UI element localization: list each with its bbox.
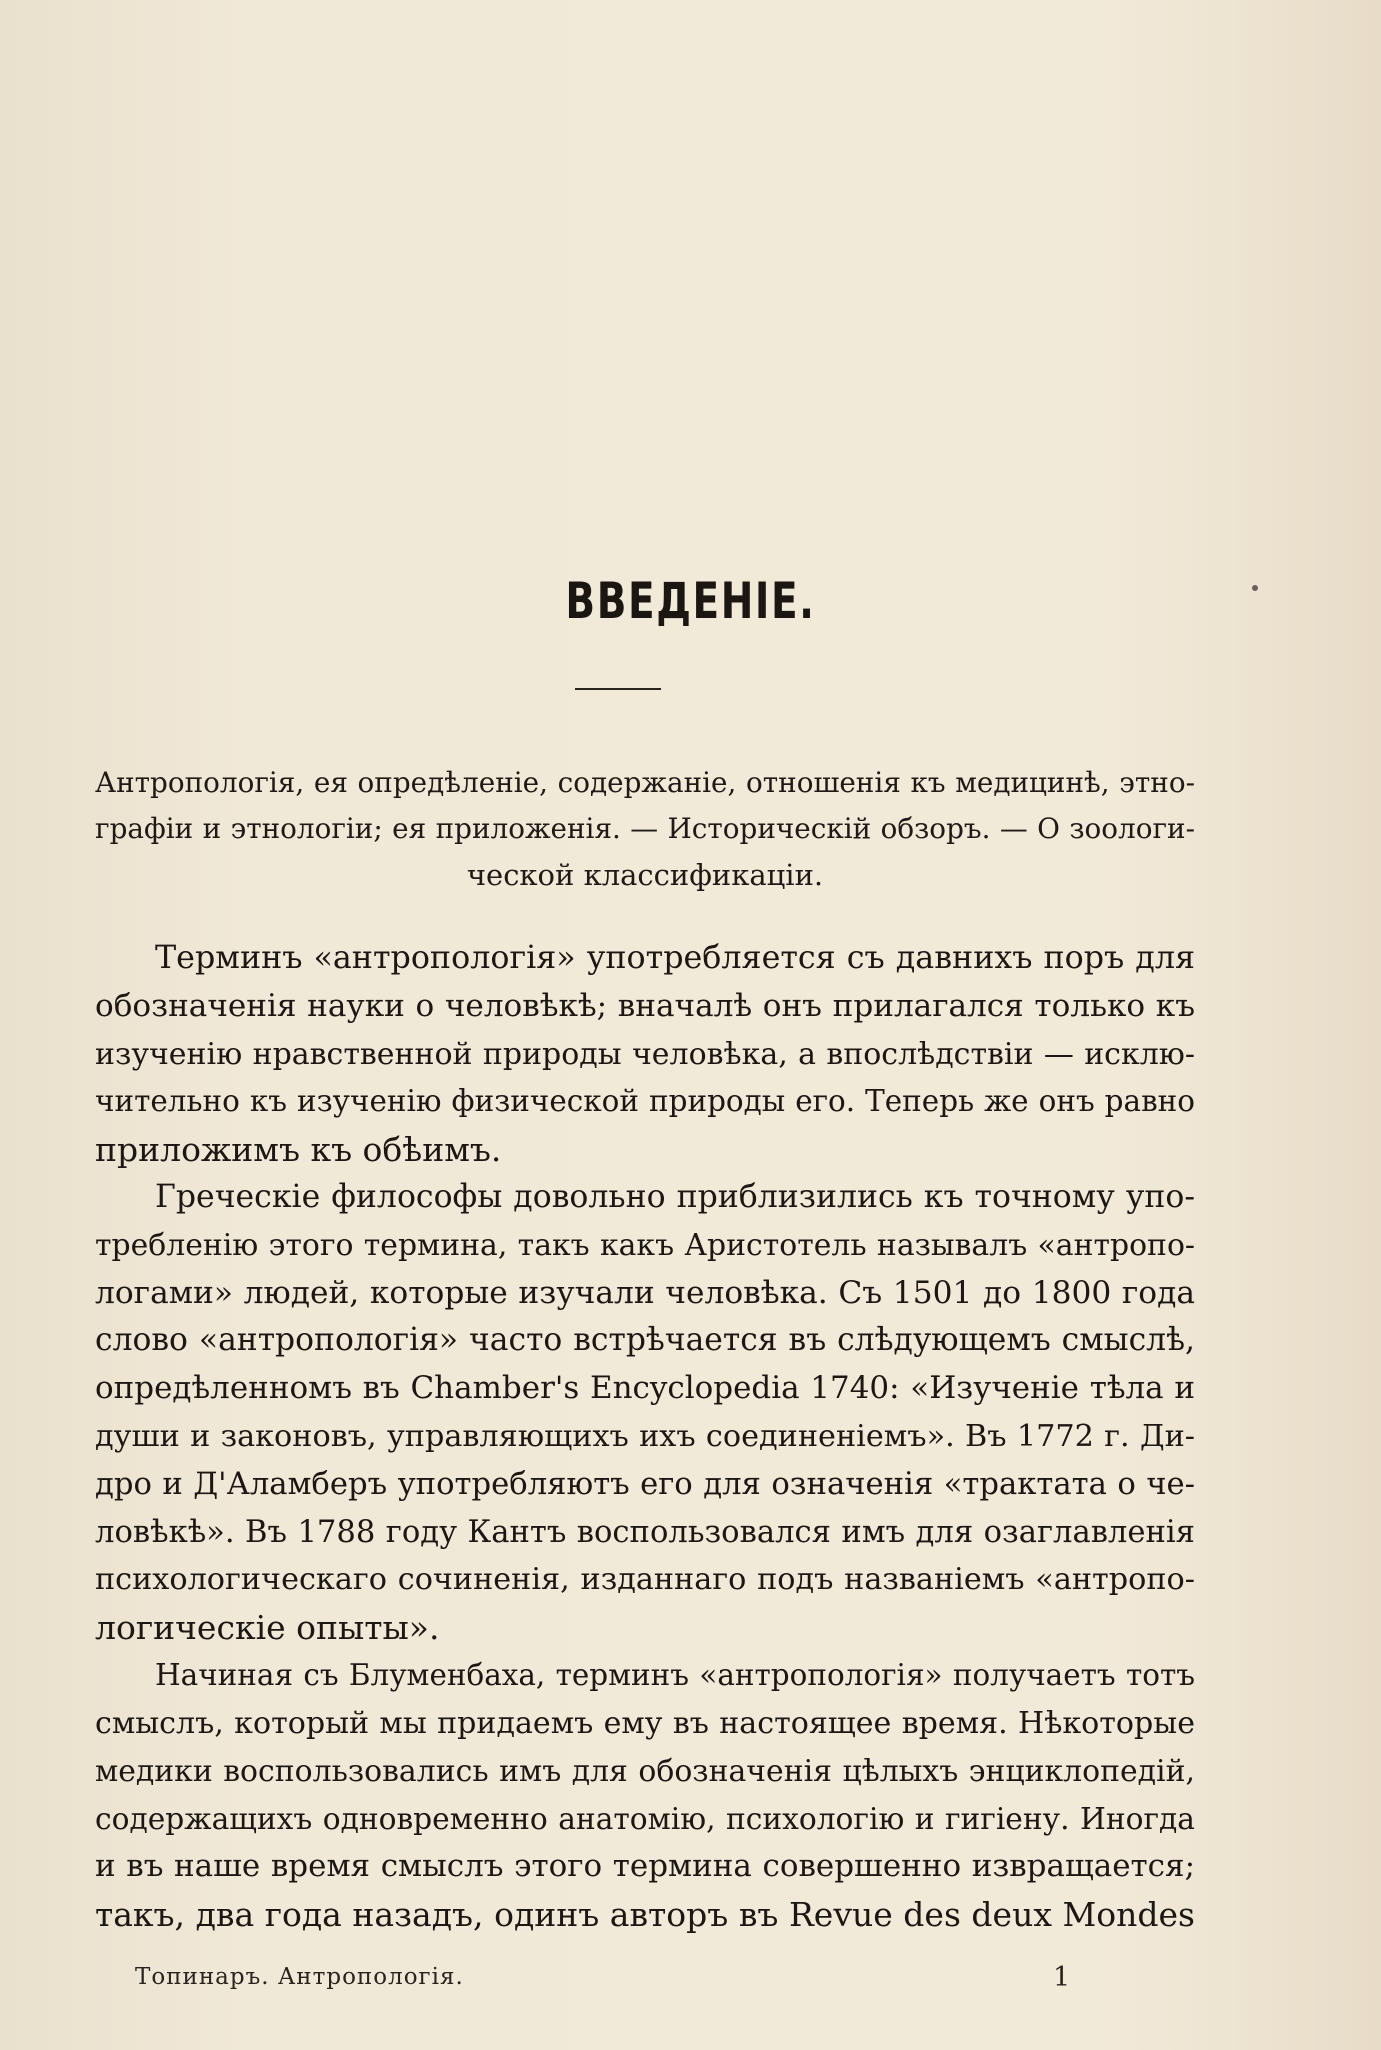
running-footer-title: Топинаръ. Антропологія.	[135, 1964, 464, 1990]
body-text	[95, 935, 1195, 1939]
text-line: и въ наше время смыслъ этого термина совершенно извращается;	[95, 1848, 1195, 1885]
text-line: дро и Д'Аламберъ употребляютъ его для означенія «трактата о че-	[95, 1466, 1195, 1502]
text-line: чительно къ изученію физической природы его. Теперь же онъ равно	[95, 1084, 1195, 1119]
text-line: приложимъ къ обѣимъ.	[95, 1130, 502, 1170]
chapter-title: ВВЕДЕНІЕ.	[565, 572, 816, 630]
paragraph	[95, 1652, 1195, 1939]
text-line: слово «антропологія» часто встрѣчается въ слѣдующемъ смыслѣ,	[95, 1322, 1195, 1359]
text-line: Греческіе философы довольно приблизились къ точному упо-	[155, 1178, 1195, 1215]
text-line: смыслъ, который мы придаемъ ему въ настоящее время. Нѣкоторые	[95, 1705, 1195, 1741]
text-line: содержащихъ одновременно анатомію, психологію и гигіену. Иногда	[95, 1801, 1195, 1837]
paragraph	[95, 1174, 1195, 1652]
text-line: Начиная съ Блуменбаха, терминъ «антропологія» получаетъ тотъ	[155, 1657, 1195, 1692]
text-line: медики воспользовались имъ для обозначенія цѣлыхъ энциклопедій,	[95, 1753, 1195, 1789]
signature-mark: 1	[1053, 1962, 1071, 1993]
paragraph	[95, 935, 1195, 1174]
chapter-summary	[95, 760, 1195, 898]
text-line: изученію нравственной природы человѣка, а впослѣдствіи — исклю-	[95, 1036, 1195, 1072]
text-line: опредѣленномъ въ Chamber's Encyclopedia 1740: «Изученіе тѣла и	[95, 1370, 1195, 1407]
text-line: души и законовъ, управляющихъ ихъ соединеніемъ». Въ 1772 г. Ди-	[95, 1418, 1195, 1454]
text-line: логическіе опыты».	[95, 1608, 440, 1648]
text-line: психологическаго сочиненія, изданнаго подъ названіемъ «антропо-	[95, 1562, 1195, 1598]
text-line: Терминъ «антропологія» употребляется съ давнихъ поръ для	[155, 940, 1195, 976]
text-line: обозначенія науки о человѣкѣ; вначалѣ онъ прилагался только къ	[95, 987, 1195, 1024]
summary-line: Антропологія, ея опредѣленіе, содержаніе, отношенія къ медицинѣ, этно-	[95, 766, 1195, 799]
text-line: требленію этого термина, такъ какъ Аристотель называлъ «антропо-	[95, 1227, 1195, 1263]
summary-line: ческой классификаціи.	[466, 858, 824, 892]
ink-speck	[1252, 585, 1258, 591]
text-line: ловѣкѣ». Въ 1788 году Кантъ воспользовался имъ для озаглавленія	[95, 1514, 1195, 1550]
title-rule	[575, 688, 661, 690]
summary-line: графіи и этнологіи; ея приложенія. — Историческій обзоръ. — О зоологи-	[95, 812, 1195, 845]
text-line: такъ, два года назадъ, одинъ авторъ въ Revue des deux Mondes	[95, 1894, 1195, 1934]
text-line: логами» людей, которые изучали человѣка. Съ 1501 до 1800 года	[95, 1274, 1195, 1311]
